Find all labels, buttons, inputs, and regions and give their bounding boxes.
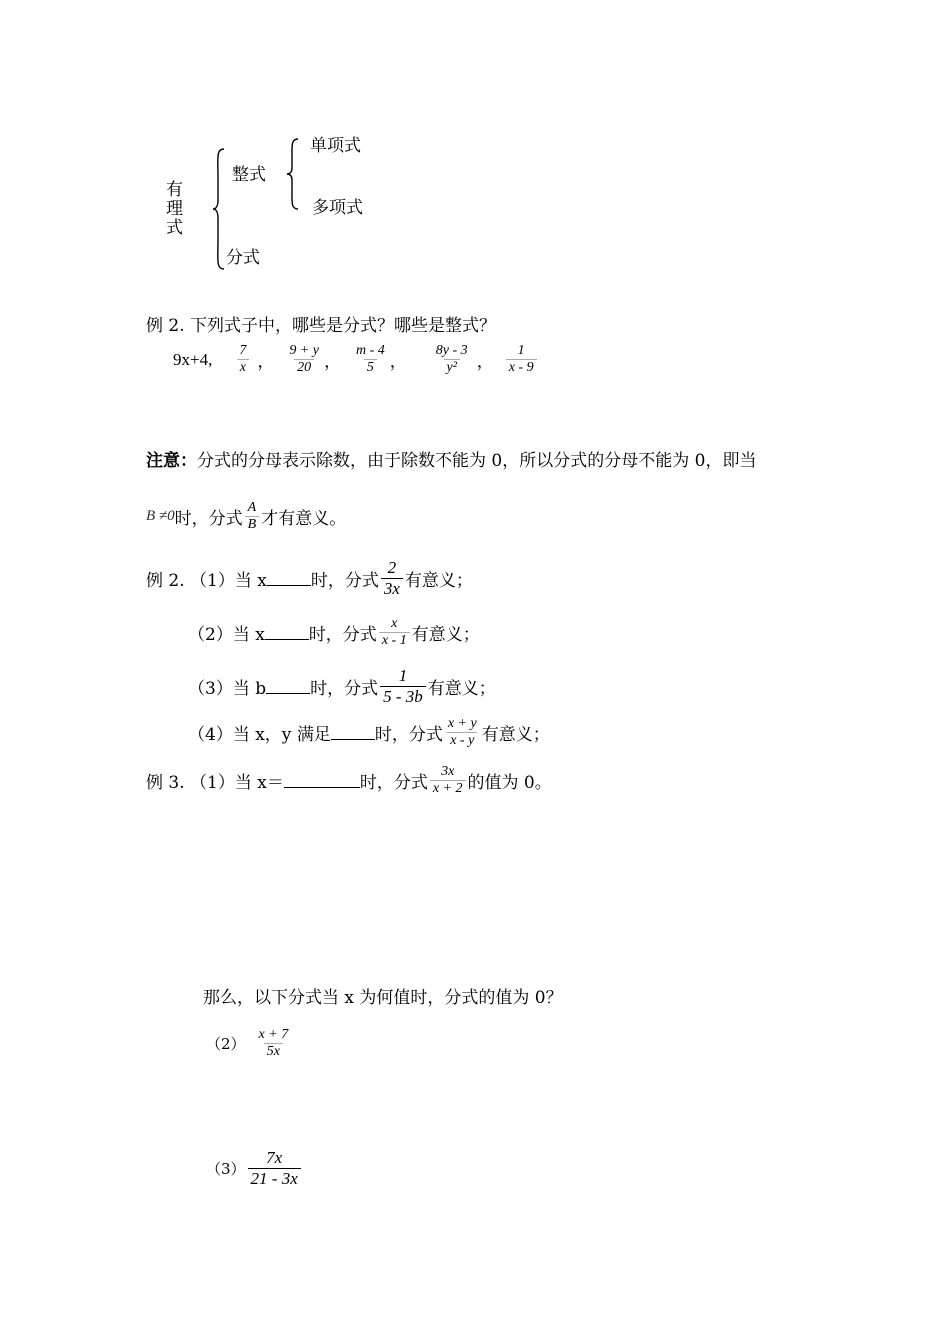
q1-middle: 时，分式 [310, 570, 379, 591]
ex2b-q1 [146, 558, 473, 598]
fraction-numerator: x + 7 [258, 1027, 289, 1042]
fraction-denominator: x - 1 [379, 632, 410, 649]
fraction-1-over-x9 [506, 343, 537, 376]
fraction-denominator: x [237, 359, 249, 376]
fraction-denominator: x - y [447, 732, 477, 749]
fraction-a-over-b [245, 500, 260, 533]
ex2a-question: 例 2. 下列式子中，哪些是分式？哪些是整式？ [146, 316, 497, 336]
fraction-denominator: B [245, 516, 260, 533]
q3-prefix: （3）当 b [188, 678, 267, 699]
ex2a-expressions [173, 343, 539, 376]
note-paragraph [146, 446, 756, 471]
fraction-numerator: 1 [517, 343, 525, 358]
answer-blank[interactable] [331, 725, 375, 740]
note-text3: 才有意义。 [261, 509, 347, 530]
ex3-q3-label: （3） [206, 1159, 246, 1178]
fraction-denominator: x + 2 [430, 780, 466, 797]
fraction-denominator: y² [444, 359, 460, 376]
ex3-q1-suffix: 的值为 0。 [467, 773, 552, 794]
answer-blank[interactable] [266, 679, 310, 694]
ex2b-q4 [188, 716, 550, 749]
fraction-1-over-5-3b [380, 666, 426, 706]
q4-middle: 时，分式 [374, 725, 443, 746]
note-text: 分式的分母表示除数，由于除数不能为 0，所以分式的分母不能为 0，即当 [197, 451, 757, 471]
fraction-numerator: 7x [266, 1148, 283, 1167]
tree-fraction-label: 分式 [226, 248, 260, 268]
fraction-numerator: m - 4 [356, 343, 385, 358]
fraction-numerator: 3x [441, 764, 455, 779]
fraction-denominator: x - 9 [506, 359, 537, 376]
note-text2: 时，分式 [174, 509, 243, 530]
fraction-3x-over-x2 [430, 764, 466, 797]
q4-suffix: 有意义； [481, 725, 550, 746]
ex2b-q3 [188, 666, 496, 706]
q2-prefix: （2）当 x [188, 625, 265, 646]
fraction-numerator: x + y [447, 716, 477, 731]
fraction-denominator: 21 - 3x [248, 1168, 301, 1189]
tree-root-label: 有理式 [162, 180, 182, 237]
fraction-2-over-3x [381, 558, 403, 598]
answer-blank[interactable] [284, 773, 360, 788]
answer-blank[interactable] [267, 571, 311, 586]
fraction-denominator: 5x [264, 1043, 283, 1060]
fraction-denominator: 5 [364, 359, 377, 376]
q1-prefix: 例 2. （1）当 x [146, 570, 267, 591]
inner-brace [286, 138, 300, 210]
q4-prefix: （4）当 x，y 满足 [188, 725, 331, 746]
fraction-xy-over-xy [445, 716, 480, 749]
ex2b-q2 [188, 616, 480, 649]
answer-blank[interactable] [265, 625, 309, 640]
tree-polynomial-label: 多项式 [312, 198, 363, 218]
separator: ， [476, 352, 494, 372]
fraction-numerator: 8y - 3 [435, 343, 468, 358]
expr-9x-plus-4: 9x+4, [173, 349, 213, 369]
fraction-numerator: 9 + y [289, 343, 320, 358]
fraction-denominator: 3x [381, 578, 403, 599]
ex3-q3 [206, 1148, 303, 1188]
fraction-7x-over-21-3x [248, 1148, 301, 1188]
ex3-q1 [146, 764, 552, 797]
fraction-m4-over-5 [353, 343, 388, 376]
note-label: 注意： [146, 451, 197, 471]
q2-middle: 时，分式 [308, 625, 377, 646]
ex3-q1-prefix: 例 3. （1）当 x＝ [146, 773, 284, 794]
ex3-followup: 那么，以下分式当 x 为何值时，分式的值为 0？ [203, 988, 563, 1008]
note-condition-line [146, 500, 346, 533]
ex3-q2 [206, 1027, 293, 1060]
separator: ， [324, 352, 342, 372]
q1-suffix: 有意义； [404, 570, 473, 591]
fraction-numerator: A [247, 500, 257, 515]
fraction-numerator: 7 [239, 343, 247, 358]
fraction-7-over-x [236, 343, 249, 376]
separator: ， [257, 352, 275, 372]
q2-suffix: 有意义； [411, 625, 480, 646]
fraction-8y3-over-y2 [433, 343, 471, 376]
tree-integral-label: 整式 [232, 165, 266, 185]
separator: ， [389, 352, 407, 372]
ex3-q2-label: （2） [206, 1035, 246, 1054]
fraction-denominator: 5 - 3b [380, 686, 426, 707]
fraction-x7-over-5x [256, 1027, 292, 1060]
fraction-x-over-x1 [379, 616, 410, 649]
ex3-q1-middle: 时，分式 [359, 773, 428, 794]
fraction-numerator: 1 [398, 666, 408, 685]
fraction-numerator: x [391, 616, 398, 631]
outer-brace [212, 148, 226, 270]
tree-monomial-label: 单项式 [310, 136, 361, 156]
fraction-9y-over-20 [286, 343, 322, 376]
q3-suffix: 有意义； [427, 678, 496, 699]
note-condition: B ≠0 [146, 508, 175, 525]
q3-middle: 时，分式 [310, 678, 379, 699]
fraction-numerator: 2 [387, 558, 397, 577]
fraction-denominator: 20 [294, 359, 314, 376]
